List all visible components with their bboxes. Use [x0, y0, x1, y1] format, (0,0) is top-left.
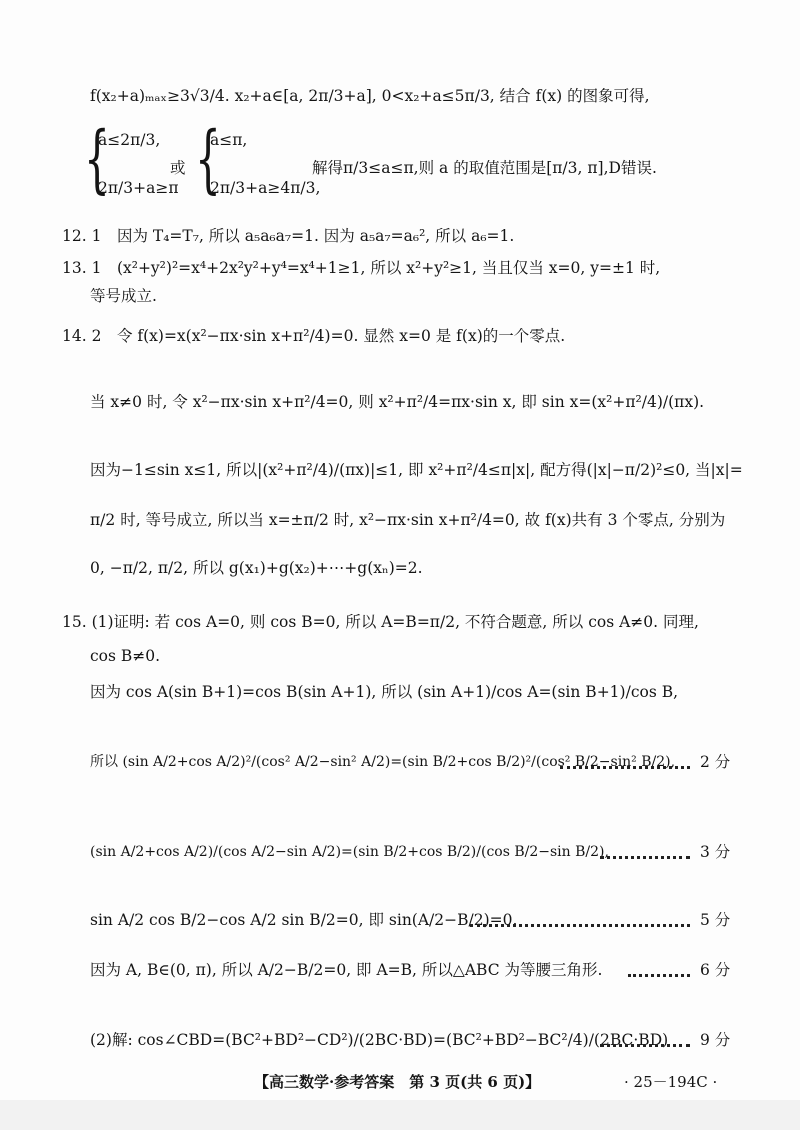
page-footer-title: 【高三数学·参考答案 第 3 页(共 6 页)】 — [254, 1073, 541, 1091]
score-9: 9 分 — [700, 1031, 731, 1049]
score-6: 6 分 — [700, 961, 731, 979]
score-2: 2 分 — [700, 753, 731, 771]
answer-15-line-7: 因为 A, B∈(0, π), 所以 A/2−B/2=0, 即 A=B, 所以△ABC 为等腰三角形. — [90, 961, 603, 979]
answer-15-line-6: sin A/2 cos B/2−cos A/2 sin B/2=0, 即 sin(A/2−B/2)=0. — [90, 911, 518, 929]
condition-a-le-pi: a≤π, — [210, 131, 248, 149]
answer-14-line-4: π/2 时, 等号成立, 所以当 x=±π/2 时, x²−πx·sin x+π²/4=0, 故 f(x)共有 3 个零点, 分别为 — [90, 511, 726, 529]
dot-leader-3 — [470, 924, 690, 927]
page-footer-code: · 25－194C · — [624, 1073, 718, 1091]
answer-13-cont: 等号成立. — [90, 287, 157, 305]
dot-leader-1 — [560, 766, 690, 769]
answer-12: 12. 1 因为 T₄=T₇, 所以 a₅a₆a₇=1. 因为 a₅a₇=a₆², 所以 a₆=1. — [62, 227, 515, 245]
answer-14-line-3: 因为−1≤sin x≤1, 所以|(x²+π²/4)/(πx)|≤1, 即 x²+π²/4≤π|x|, 配方得(|x|−π/2)²≤0, 当|x|= — [90, 461, 743, 479]
answer-14-line-5: 0, −π/2, π/2, 所以 g(x₁)+g(x₂)+⋯+g(xₙ)=2. — [90, 559, 423, 577]
text-line-1: f(x₂+a)ₘₐₓ≥3√3/4. x₂+a∈[a, 2π/3+a], 0<x₂+a≤5π/3, 结合 f(x) 的图象可得, — [90, 87, 650, 105]
dot-leader-5 — [600, 1044, 690, 1047]
answer-15-line-4: 所以 (sin A/2+cos A/2)²/(cos² A/2−sin² A/2)=(sin B/2+cos B/2)²/(cos² B/2−sin² B/2), — [90, 754, 676, 770]
answer-15-part2: (2)解: cos∠CBD=(BC²+BD²−CD²)/(2BC·BD)=(BC²+BD²−BC²/4)/(2BC·BD) — [90, 1031, 669, 1049]
left-brace: { — [84, 116, 110, 202]
condition-4pi-3: 2π/3+a≥4π/3, — [210, 179, 321, 197]
range-conclusion: 解得π/3≤a≤π,则 a 的取值范围是[π/3, π],D错误. — [312, 159, 657, 177]
right-brace: { — [195, 116, 221, 202]
answer-14: 14. 2 令 f(x)=x(x²−πx·sin x+π²/4)=0. 显然 x=0 是 f(x)的一个零点. — [62, 327, 566, 345]
or-label: 或 — [170, 159, 186, 177]
answer-13: 13. 1 (x²+y²)²=x⁴+2x²y²+y⁴=x⁴+1≥1, 所以 x²+y²≥1, 当且仅当 x=0, y=±1 时, — [62, 259, 661, 277]
score-5: 5 分 — [700, 911, 731, 929]
score-3: 3 分 — [700, 843, 731, 861]
dot-leader-4 — [628, 974, 690, 977]
page-bottom-edge — [0, 1100, 800, 1130]
answer-15-line-5: (sin A/2+cos A/2)/(cos A/2−sin A/2)=(sin B/2+cos B/2)/(cos B/2−sin B/2), — [90, 844, 609, 860]
answer-14-line-2: 当 x≠0 时, 令 x²−πx·sin x+π²/4=0, 则 x²+π²/4=πx·sin x, 即 sin x=(x²+π²/4)/(πx). — [90, 393, 705, 411]
answer-15-part1: 15. (1)证明: 若 cos A=0, 则 cos B=0, 所以 A=B=π/2, 不符合题意, 所以 cos A≠0. 同理, — [62, 613, 699, 631]
condition-2pi-3-plus-a: 2π/3+a≥π — [98, 179, 179, 197]
answer-15-cont: cos B≠0. — [90, 647, 161, 665]
answer-15-line-3: 因为 cos A(sin B+1)=cos B(sin A+1), 所以 (sin A+1)/cos A=(sin B+1)/cos B, — [90, 683, 679, 701]
condition-a-le-2pi-3: a≤2π/3, — [98, 131, 161, 149]
dot-leader-2 — [600, 856, 690, 859]
